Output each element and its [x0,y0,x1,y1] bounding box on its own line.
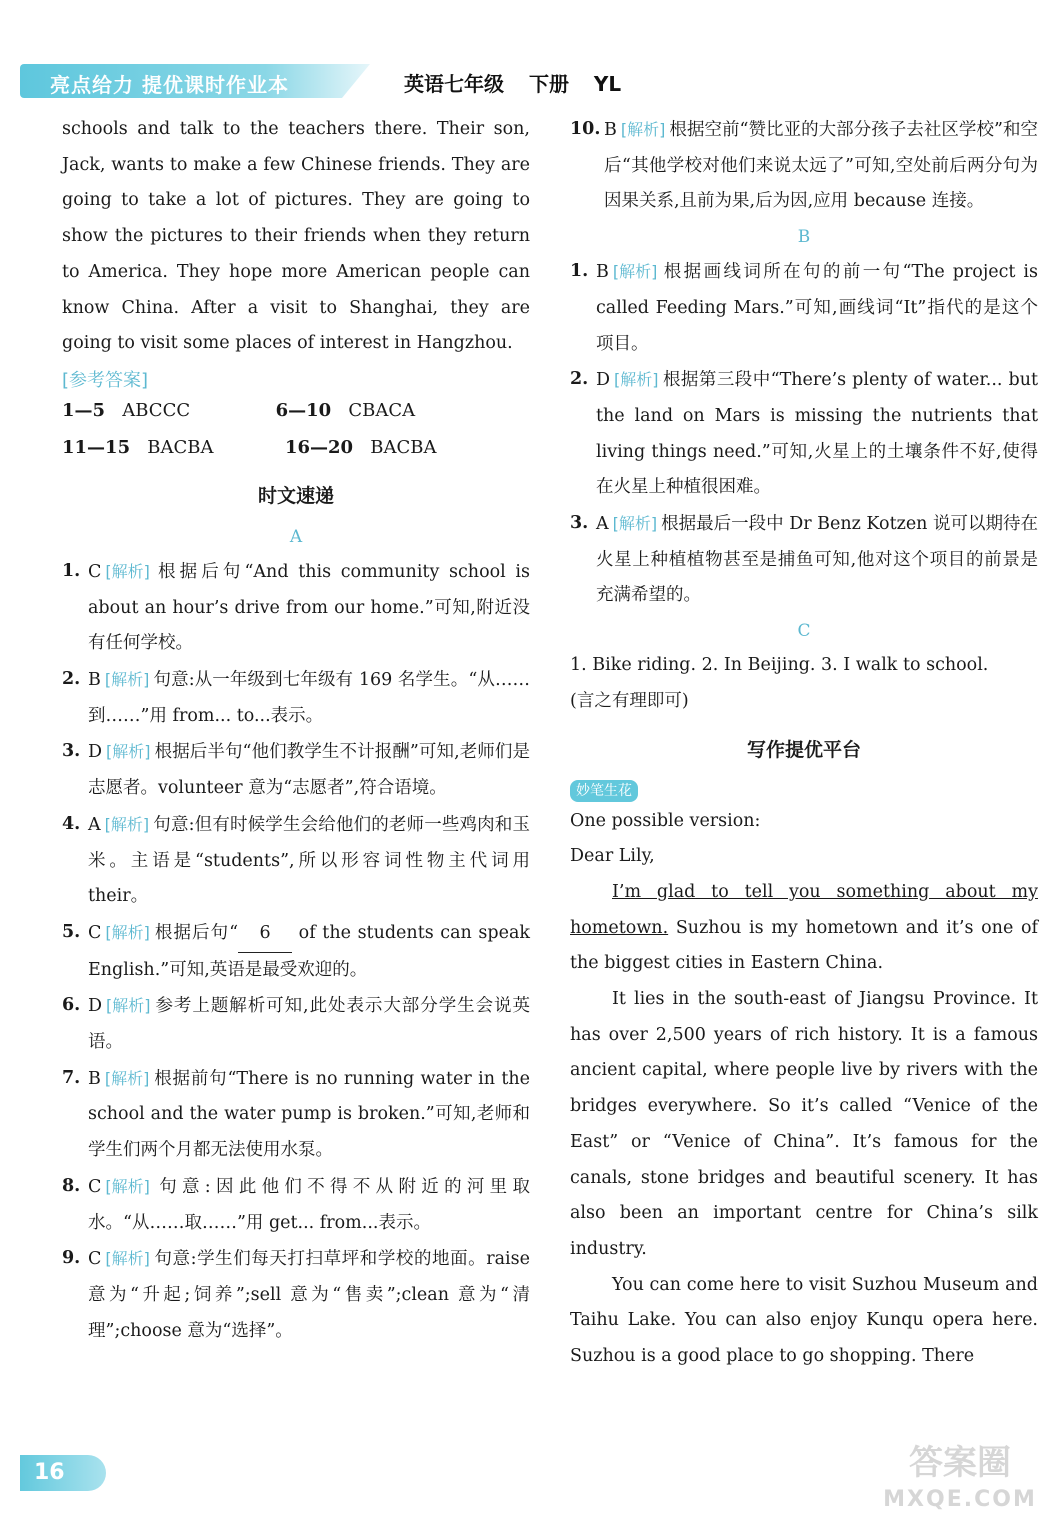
section-title-shiwen: 时文速递 [257,484,334,507]
analysis-tag: [解析] [105,1176,150,1196]
item-text: 根据空前“赞比亚的大部分孩子去社区学校”和空后“其他学校对他们来说太远了”可知,空处前后两分句为因果关系,且前为果,后为因,应用 because 连接。 [604,120,1038,212]
list-item [62,734,530,806]
item-number: 3. [570,513,589,534]
essay-paragraph: It lies in the south-east of Jiangsu Province. It has over 2,500 years of rich history. It is a famous ancient capital, where people live by rivers with the bridges everywhere. So it’s called “Venice of the East” or “Venice of China”. It’s famous for the canals, stone bridges and beautiful scenery. It has also been an important centre for China’s silk industry. [570,989,1038,1259]
item-number: 5. [62,921,81,942]
item-text: 根据后句“ [153,922,239,943]
watermark-text: 答案圈 [909,1443,1011,1483]
analysis-tag: [解析] [620,120,666,139]
analysis-tag: [解析] [105,561,150,581]
item-answer: B [88,670,101,691]
item-number: 4. [62,813,81,834]
item-answer: D [88,996,103,1017]
list-item [62,662,530,734]
item-answer: D [88,742,103,763]
item-answer: A [88,814,101,835]
blank-number: 6 [238,916,292,953]
watermark-url: MXQE.COM [883,1487,1037,1512]
item-number: 6. [62,995,81,1016]
page-header [20,62,1040,102]
version-label: One possible version: [570,810,761,831]
analysis-tag: [解析] [106,742,151,762]
item-answer: B [604,120,617,140]
key-answer: BACBA [147,436,214,458]
section-letter-c: C [797,621,811,642]
list-item [570,254,1038,362]
essay-text: Suzhou is my hometown and it’s one of the biggest cities in Eastern China. [570,917,1038,974]
item-answer: C [88,1249,102,1270]
list-item [62,988,530,1060]
analysis-tag: [解析] [104,670,150,690]
key-answer: ABCCC [122,399,191,421]
item-text: 根据后句“And this community school is about an hour’s drive from our home.”可知,附近没有任何学校。 [88,561,530,654]
item-text: 句意:因此他们不得不从附近的河里取水。“从……取……”用 get... from...表示。 [88,1176,530,1233]
key-range: 6—10 [275,399,332,421]
essay-underlined: I’m glad to tell you something about my hometown. [570,881,1038,938]
section-letter-b: B [797,227,811,248]
analysis-tag: [解析] [106,996,151,1016]
list-item [570,362,1038,506]
analysis-tag: [解析] [105,922,150,942]
item-number: 3. [62,741,81,762]
item-text: of the students can speak English.”可知,英语是最受欢迎的。 [88,922,531,980]
key-range: 1—5 [62,399,106,421]
letter-greeting: Dear Lily, [570,846,655,867]
essay-paragraph [570,875,1038,982]
item-number: 1. [62,560,81,581]
list-item [62,1169,530,1241]
answer-keys-row-1 [62,392,530,429]
item-text: 根据前句“There is no running water in the school and the water pump is broken.”可知,老师和学生们两个月都无法使用水泵。 [88,1068,530,1161]
watermark-logo [880,1440,1040,1524]
item-text: 根据后半句“他们教学生不计报酬”可知,老师们是志愿者。volunteer 意为“志愿者”,符合语境。 [88,742,530,799]
page-number: 16 [20,1455,106,1491]
key-answer: BACBA [370,436,437,458]
key-answer: CBACA [348,399,416,421]
analysis-tag: [解析] [612,262,658,282]
item-answer: D [596,370,611,391]
item-number: 7. [62,1067,81,1088]
analysis-tag: [解析] [104,1068,150,1088]
item-answer: B [596,262,609,283]
item-number: 8. [62,1175,81,1196]
list-item [62,807,530,915]
item-answer: B [88,1068,101,1089]
c-note: (言之有理即可) [570,690,689,711]
list-item [62,1241,530,1349]
item-number: 10. [570,119,601,139]
analysis-tag: [解析] [614,370,659,390]
list-item [62,915,530,988]
right-column [570,112,1038,1375]
item-number: 2. [570,369,589,390]
item-answer: C [88,561,102,582]
list-item [62,554,530,662]
item-answer: C [88,922,102,943]
item-number: 2. [62,669,81,690]
item-number: 1. [570,261,589,282]
passage-end: schools and talk to the teachers there. Their son, Jack, wants to make a few Chinese friends. They are going to take a lot of pictures. They are going to show the pictures to their friends when they return to America. They hope more American people can know China. After a visit to Shanghai, they are going to visit some places of interest in Hangzhou. [62,119,530,354]
writing-badge: 妙笔生花 [570,780,638,802]
c-answers: 1. Bike riding. 2. In Beijing. 3. I walk to school. [570,655,989,676]
item-answer: C [88,1176,102,1197]
list-item [570,506,1038,614]
header-subject: 英语七年级 下册 YL [404,72,622,96]
answer-keys-row-2 [62,429,530,466]
answers-heading: [参考答案] [62,369,149,391]
item-text: 根据第三段中“There’s plenty of water... but the land on Mars is missing the nutrients that living things need.”可知,火星上的土壤条件不好,使得在火星上种植很困难。 [596,370,1038,498]
left-column [62,112,530,1349]
analysis-tag: [解析] [104,814,150,834]
analysis-tag: [解析] [105,1249,150,1269]
item-number: 9. [62,1248,81,1269]
item-text: 句意:学生们每天打扫草坪和学校的地面。raise 意为“升起;饲养”;sell 意为“售卖”;clean 意为“清理”;choose 意为“选择”。 [88,1249,530,1341]
item-text: 句意:从一年级到七年级有 169 名学生。“从……到……”用 from... to...表示。 [88,670,530,726]
item-text: 句意:但有时候学生会给他们的老师一些鸡肉和玉米。主语是“students”,所以形容词性物主代词用 their。 [88,814,530,907]
list-item [570,112,1038,220]
section-title-writing: 写作提优平台 [746,738,861,761]
list-item [62,1061,530,1169]
key-range: 16—20 [284,436,354,458]
item-text: 根据最后一段中 Dr Benz Kotzen 说可以期待在火星上种植植物甚至是捕鱼可知,他对这个项目的前景是充满希望的。 [596,514,1039,606]
section-letter-a: A [289,526,303,547]
analysis-tag: [解析] [612,514,658,534]
key-range: 11—15 [62,436,131,458]
header-brand: 亮点给力 提优课时作业本 [50,73,289,97]
item-text: 参考上题解析可知,此处表示大部分学生会说英语。 [88,996,530,1053]
essay-paragraph: You can come here to visit Suzhou Museum and Taihu Lake. You can also enjoy Kunqu opera here. Suzhou is a good place to go shopping. There [570,1274,1038,1367]
item-answer: A [596,514,609,535]
item-text: 根据画线词所在句的前一句“The project is called Feeding Mars.”可知,画线词“It”指代的是这个项目。 [596,262,1038,354]
